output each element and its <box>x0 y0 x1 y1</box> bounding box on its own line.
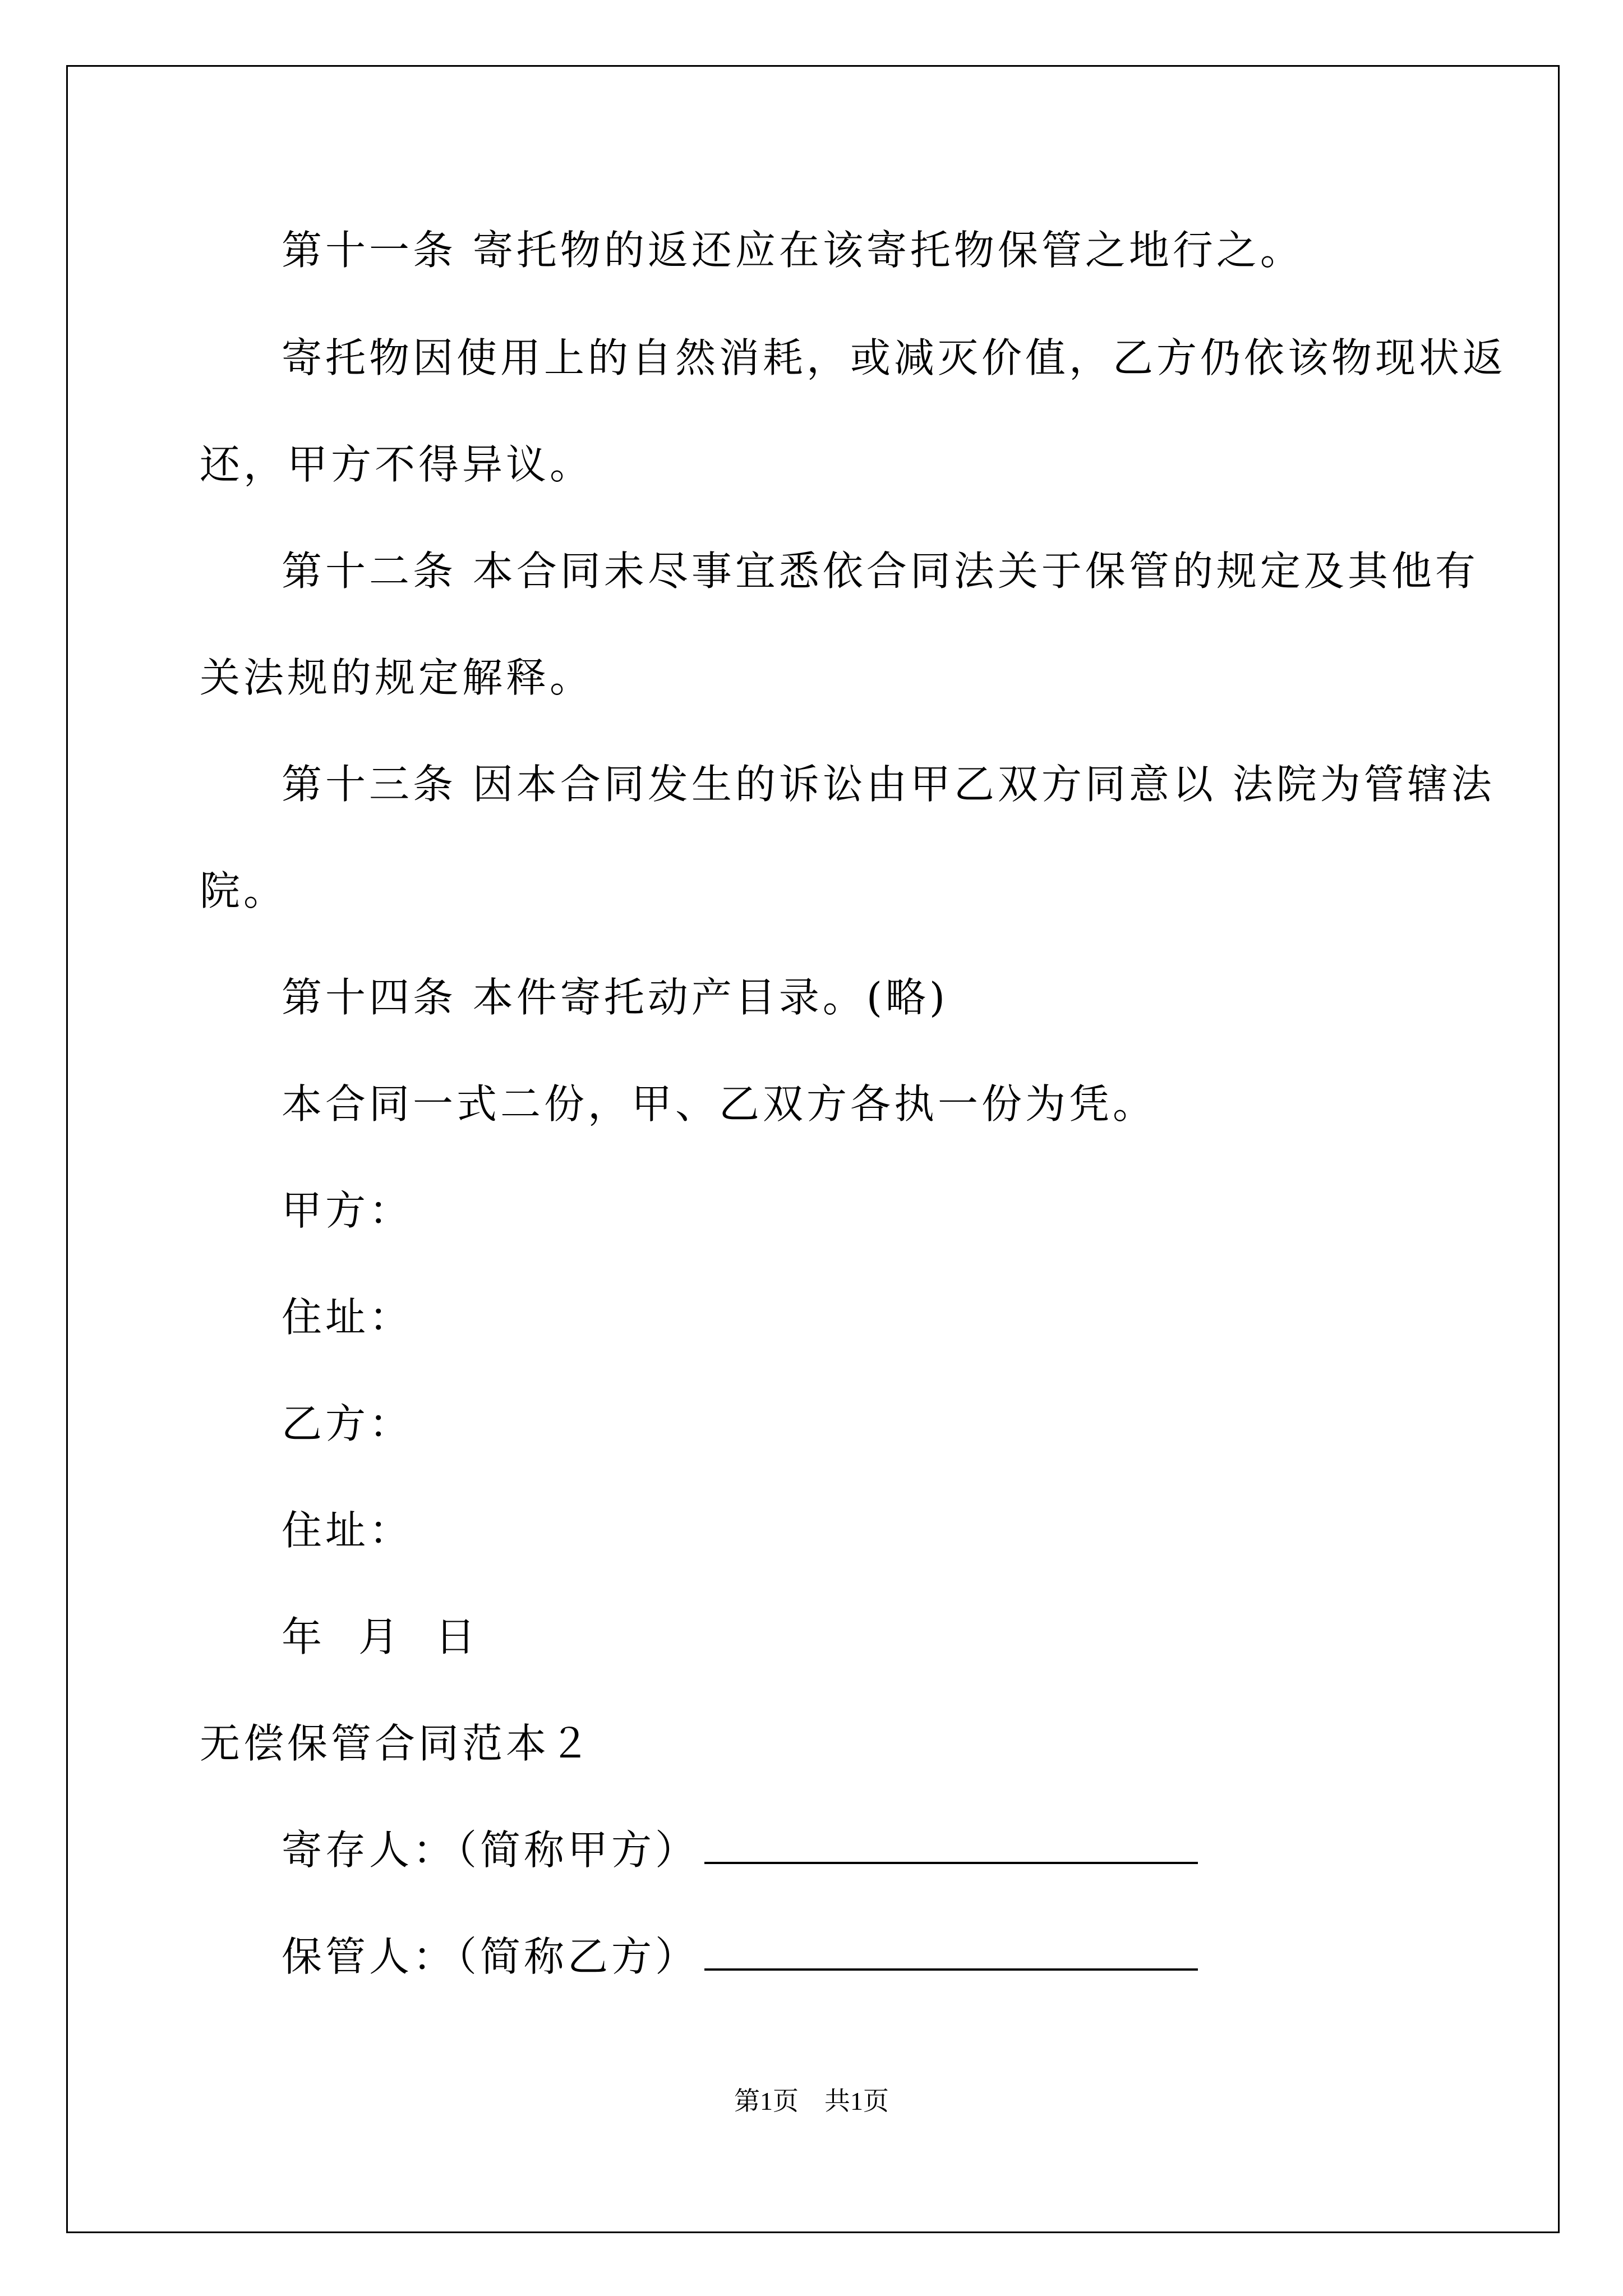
paragraph-article-12-line1: 第十二条 本合同未尽事宜悉依合同法关于保管的规定及其他有 <box>282 547 1479 595</box>
depositor-line <box>282 1823 1198 1877</box>
section-heading: 无偿保管合同范本２ <box>200 1720 594 1767</box>
party-a-address-label: 住址： <box>282 1294 413 1341</box>
party-a-label: 甲方： <box>282 1187 413 1234</box>
paragraph-article-11: 第十一条 寄托物的返还应在该寄托物保管之地行之。 <box>282 227 1304 274</box>
custodian-label: 保管人：（简称乙方） <box>282 1933 699 1980</box>
depositor-blank <box>704 1824 1198 1864</box>
page-footer: 第1页 共1页 <box>734 2087 889 2115</box>
custodian-line <box>282 1930 1198 1984</box>
party-b-address-label: 住址： <box>282 1507 413 1554</box>
custodian-blank <box>704 1930 1198 1971</box>
page-border <box>66 65 1560 2233</box>
paragraph-article-12-line2: 关法规的规定解释。 <box>200 654 594 701</box>
paragraph-copies: 本合同一式二份，甲、乙双方各执一份为凭。 <box>282 1080 1157 1128</box>
paragraph-wear-line2: 还，甲方不得异议。 <box>200 441 594 488</box>
paragraph-article-13-line1: 第十三条 因本合同发生的诉讼由甲乙双方同意以 法院为管辖法 <box>282 761 1495 808</box>
paragraph-wear-line1: 寄托物因使用上的自然消耗，或减灭价值，乙方仍依该物现状返 <box>282 334 1507 381</box>
depositor-label: 寄存人：（简称甲方） <box>282 1826 699 1874</box>
date-line: 年 月 日 <box>282 1613 479 1660</box>
paragraph-article-14: 第十四条 本件寄托动产目录。(略) <box>282 974 949 1021</box>
party-b-label: 乙方： <box>282 1400 413 1447</box>
paragraph-article-13-line2: 院。 <box>200 867 288 914</box>
